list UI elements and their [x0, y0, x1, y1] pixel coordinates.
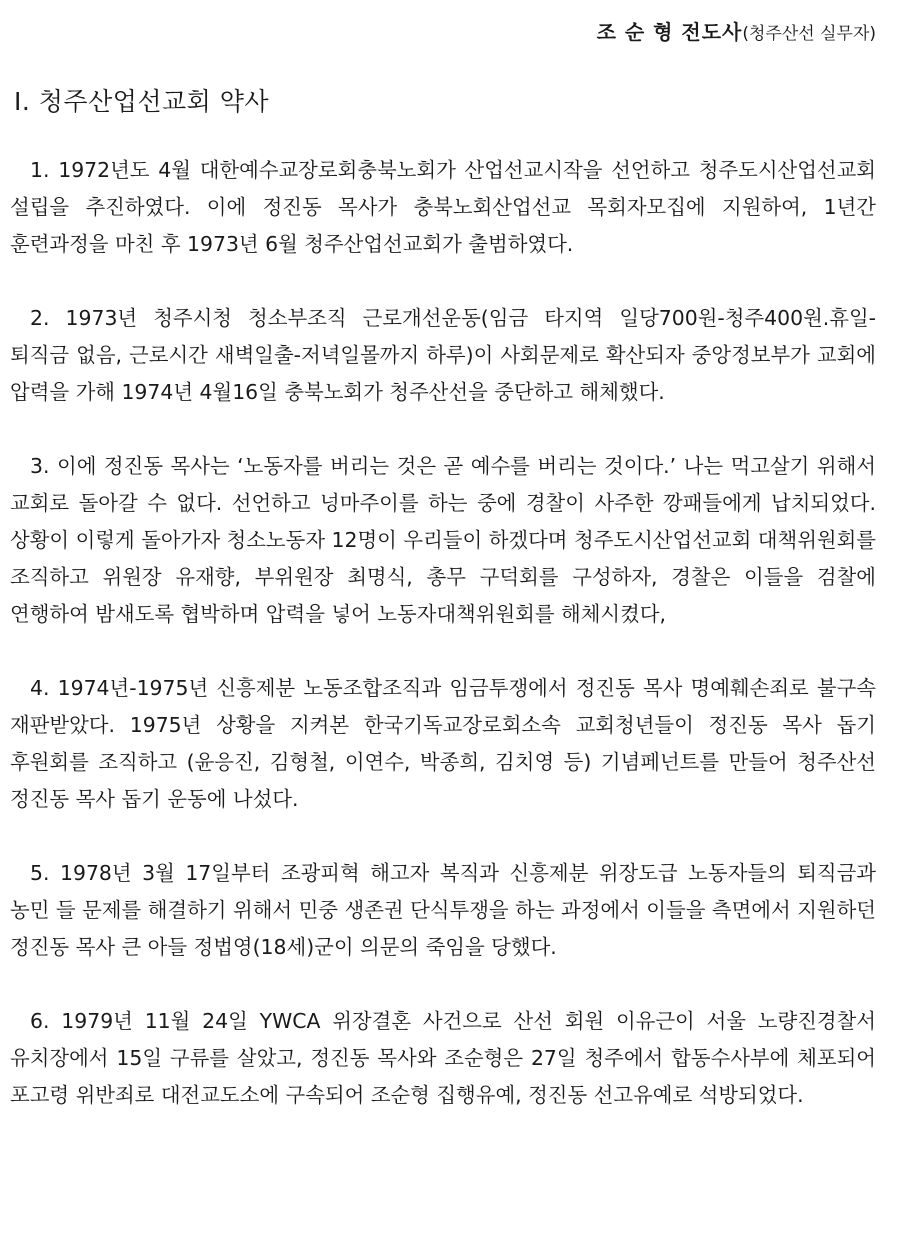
history-paragraph-1: 1. 1972년도 4월 대한예수교장로회충북노회가 산업선교시작을 선언하고 청주도시산업선교회 설립을 추진하였다. 이에 정진동 목사가 충북노회산업선교 목회자모집에 지원하여, 1년간 훈련과정을 마친 후 1973년 6월 청주산업선교회가 출범하였다.: [10, 158, 876, 256]
history-paragraph-4: 4. 1974년-1975년 신흥제분 노동조합조직과 임금투쟁에서 정진동 목사 명예훼손죄로 불구속 재판받았다. 1975년 상황을 지켜본 한국기독교장로회소속 교회청년들이 정진동 목사 돕기 후원회를 조직하고 (윤응진, 김형철, 이연수, 박종희, 김치영 등) 기념페넌트를 만들어 청주산선 정진동 목사 돕기 운동에 나섰다.: [10, 676, 876, 811]
history-paragraph-5: 5. 1978년 3월 17일부터 조광피혁 해고자 복직과 신흥제분 위장도급 노동자들의 퇴직금과 농민 들 문제를 해결하기 위해서 민중 생존권 단식투쟁을 하는 과정에서 이들을 측면에서 지원하던 정진동 목사 큰 아들 정법영(18세)군이 의문의 죽임을 당했다.: [10, 861, 876, 959]
history-paragraph-6: 6. 1979년 11월 24일 YWCA 위장결혼 사건으로 산선 회원 이유근이 서울 노량진경찰서 유치장에서 15일 구류를 살았고, 정진동 목사와 조순형은 27일 청주에서 합동수사부에 체포되어 포고령 위반죄로 대전교도소에 구속되어 조순형 집행유예, 정진동 선고유예로 석방되었다.: [10, 1009, 876, 1107]
history-body: [10, 152, 876, 1151]
history-paragraph-2: 2. 1973년 청주시청 청소부조직 근로개선운동(임금 타지역 일당700원-청주400원.휴일-퇴직금 없음, 근로시간 새벽일출-저녁일몰까지 하루)이 사회문제로 확산되자 중앙정보부가 교회에 압력을 가해 1974년 4월16일 충북노회가 청주산선을 중단하고 해체했다.: [10, 306, 876, 404]
history-paragraph-3: 3. 이에 정진동 목사는 ‘노동자를 버리는 것은 곧 예수를 버리는 것이다.’ 나는 먹고살기 위해서 교회로 돌아갈 수 없다. 선언하고 넝마주이를 하는 중에 경찰이 사주한 깡패들에게 납치되었다. 상황이 이렇게 돌아가자 청소노동자 12명이 우리들이 하겠다며 청주도시산업선교회 대책위원회를 조직하고 위원장 유재향, 부위원장 최명식, 총무 구덕회를 구성하자, 경찰은 이들을 검찰에 연행하여 밤새도록 협박하며 압력을 넣어 노동자대책위원회를 해체시켰다,: [10, 454, 876, 626]
author-role: (청주산선 실무자): [742, 24, 876, 44]
section-title: Ⅰ. 청주산업선교회 약사: [14, 87, 270, 116]
author-line: [597, 16, 876, 45]
author-name: 조 순 형 전도사: [596, 20, 743, 44]
